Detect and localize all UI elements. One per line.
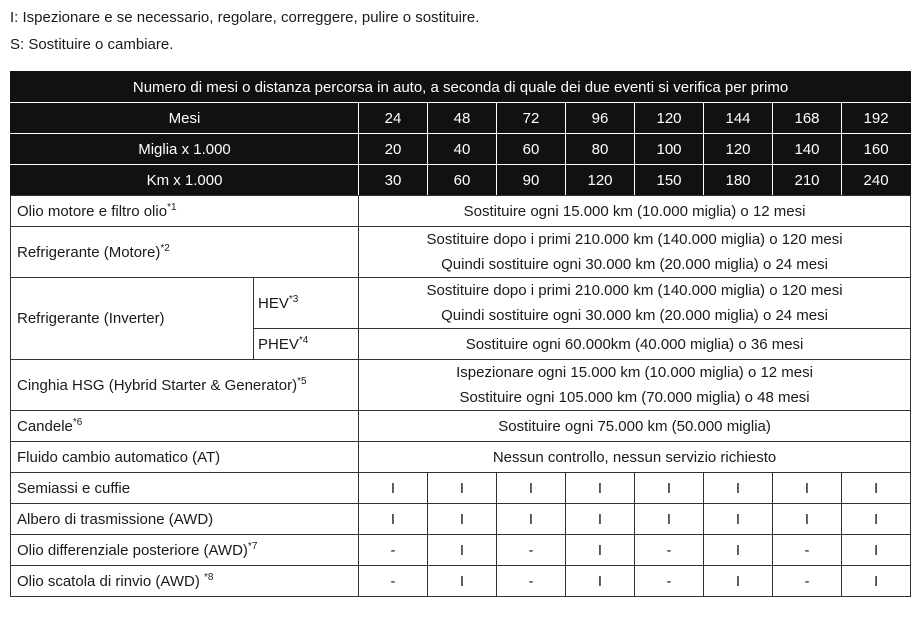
row-label: Cinghia HSG (Hybrid Starter & Generator)$^{*5}$ [11, 360, 359, 411]
row-label: Olio differenziale posteriore (AWD)$^{*7}$ [11, 535, 359, 566]
header-value: 168 [773, 103, 842, 134]
header-value: 240 [842, 165, 911, 196]
schedule-cell: I [428, 504, 497, 535]
schedule-cell: I [428, 473, 497, 504]
schedule-cell: I [497, 504, 566, 535]
header-value: 160 [842, 134, 911, 165]
schedule-cell: I [635, 504, 704, 535]
schedule-cell: I [704, 566, 773, 597]
schedule-cell: - [497, 535, 566, 566]
header-value: 60 [428, 165, 497, 196]
schedule-cell: I [842, 504, 911, 535]
row-instruction: Sostituire dopo i primi 210.000 km (140.000 miglia) o 120 mesi Quindi sostituire ogni 30.000 km (20.000 miglia) o 24 mesi [359, 278, 911, 329]
schedule-cell: I [359, 473, 428, 504]
schedule-cell: I [428, 566, 497, 597]
header-row-km [11, 165, 911, 196]
footnote-ref: *2 [160, 242, 170, 254]
row-instruction: Sostituire ogni 15.000 km (10.000 miglia) o 12 mesi [359, 196, 911, 227]
schedule-cell: I [566, 473, 635, 504]
schedule-cell: I [359, 504, 428, 535]
header-value: 180 [704, 165, 773, 196]
footnote-ref: *7 [247, 540, 258, 552]
header-value: 72 [497, 103, 566, 134]
header-title: Numero di mesi o distanza percorsa in auto, a seconda di quale dei due eventi si verifica per primo [11, 72, 911, 103]
row-label: Olio scatola di rinvio (AWD) $^{*8}$ [11, 566, 359, 597]
row-label: Refrigerante (Motore)$^{*2}$ [11, 227, 359, 278]
schedule-cell: - [497, 566, 566, 597]
row-engine-oil [11, 196, 911, 227]
row-at-fluid [11, 442, 911, 473]
header-value: 80 [566, 134, 635, 165]
row-instruction: Ispezionare ogni 15.000 km (10.000 miglia) o 12 mesi Sostituire ogni 105.000 km (70.000 miglia) o 48 mesi [359, 360, 911, 411]
header-row-miles [11, 134, 911, 165]
header-value: 20 [359, 134, 428, 165]
row-drive-shafts [11, 473, 911, 504]
header-value: 60 [497, 134, 566, 165]
row-hsg-belt [11, 360, 911, 411]
row-label: Albero di trasmissione (AWD) [11, 504, 359, 535]
schedule-cell: I [704, 504, 773, 535]
row-instruction: Sostituire dopo i primi 210.000 km (140.000 miglia) o 120 mesi Quindi sostituire ogni 30.000 km (20.000 miglia) o 24 mesi [359, 227, 911, 278]
row-engine-coolant [11, 227, 911, 278]
header-value: 100 [635, 134, 704, 165]
footnote-ref: *1 [167, 201, 177, 213]
header-value: 90 [497, 165, 566, 196]
footnote-ref: *8 [204, 571, 214, 583]
row-rear-diff-oil [11, 535, 911, 566]
row-sublabel-hev: HEV$^{*3}$ [254, 278, 359, 329]
footnote-ref: *4 [298, 334, 309, 346]
row-label: Candele$^{*6}$ [11, 411, 359, 442]
row-instruction: Sostituire ogni 75.000 km (50.000 miglia) [359, 411, 911, 442]
row-label: Fluido cambio automatico (AT) [11, 442, 359, 473]
schedule-cell: I [428, 535, 497, 566]
schedule-cell: I [704, 473, 773, 504]
schedule-cell: I [842, 473, 911, 504]
row-instruction: Sostituire ogni 60.000km (40.000 miglia) o 36 mesi [359, 329, 911, 360]
header-value: 192 [842, 103, 911, 134]
schedule-cell: I [566, 504, 635, 535]
header-value: 120 [635, 103, 704, 134]
row-transfer-case-oil [11, 566, 911, 597]
schedule-cell: I [842, 535, 911, 566]
schedule-cell: - [635, 535, 704, 566]
header-value: 120 [566, 165, 635, 196]
maintenance-schedule-table [10, 71, 911, 597]
schedule-cell: I [566, 566, 635, 597]
schedule-cell: I [842, 566, 911, 597]
header-value: 210 [773, 165, 842, 196]
legend-inspect: I: Ispezionare e se necessario, regolare, correggere, pulire o sostituire. [10, 9, 480, 26]
schedule-cell: - [359, 535, 428, 566]
row-instruction: Nessun controllo, nessun servizio richiesto [359, 442, 911, 473]
header-value: 150 [635, 165, 704, 196]
schedule-cell: I [704, 535, 773, 566]
row-sublabel-phev: PHEV$^{*4}$ [254, 329, 359, 360]
legend-replace: S: Sostituire o cambiare. [10, 36, 174, 53]
row-label: Refrigerante (Inverter) [11, 278, 254, 360]
row-label: Semiassi e cuffie [11, 473, 359, 504]
header-label: Km x 1.000 [11, 165, 359, 196]
schedule-cell: - [773, 535, 842, 566]
header-value: 144 [704, 103, 773, 134]
header-label: Miglia x 1.000 [11, 134, 359, 165]
header-value: 48 [428, 103, 497, 134]
row-label: Olio motore e filtro olio$^{*1}$ [11, 196, 359, 227]
header-value: 96 [566, 103, 635, 134]
header-value: 40 [428, 134, 497, 165]
schedule-cell: - [635, 566, 704, 597]
schedule-cell: - [359, 566, 428, 597]
row-propeller-shaft [11, 504, 911, 535]
schedule-cell: I [497, 473, 566, 504]
schedule-cell: I [566, 535, 635, 566]
footnote-ref: *5 [297, 375, 307, 387]
row-inverter-coolant-hev [11, 278, 911, 329]
header-label: Mesi [11, 103, 359, 134]
header-value: 30 [359, 165, 428, 196]
schedule-cell: I [773, 504, 842, 535]
schedule-cell: I [773, 473, 842, 504]
header-value: 140 [773, 134, 842, 165]
schedule-cell: I [635, 473, 704, 504]
footnote-ref: *6 [72, 416, 83, 428]
footnote-ref: *3 [288, 293, 299, 305]
header-title-row [11, 72, 911, 103]
row-spark-plugs [11, 411, 911, 442]
schedule-cell: - [773, 566, 842, 597]
header-value: 24 [359, 103, 428, 134]
header-row-months [11, 103, 911, 134]
header-value: 120 [704, 134, 773, 165]
